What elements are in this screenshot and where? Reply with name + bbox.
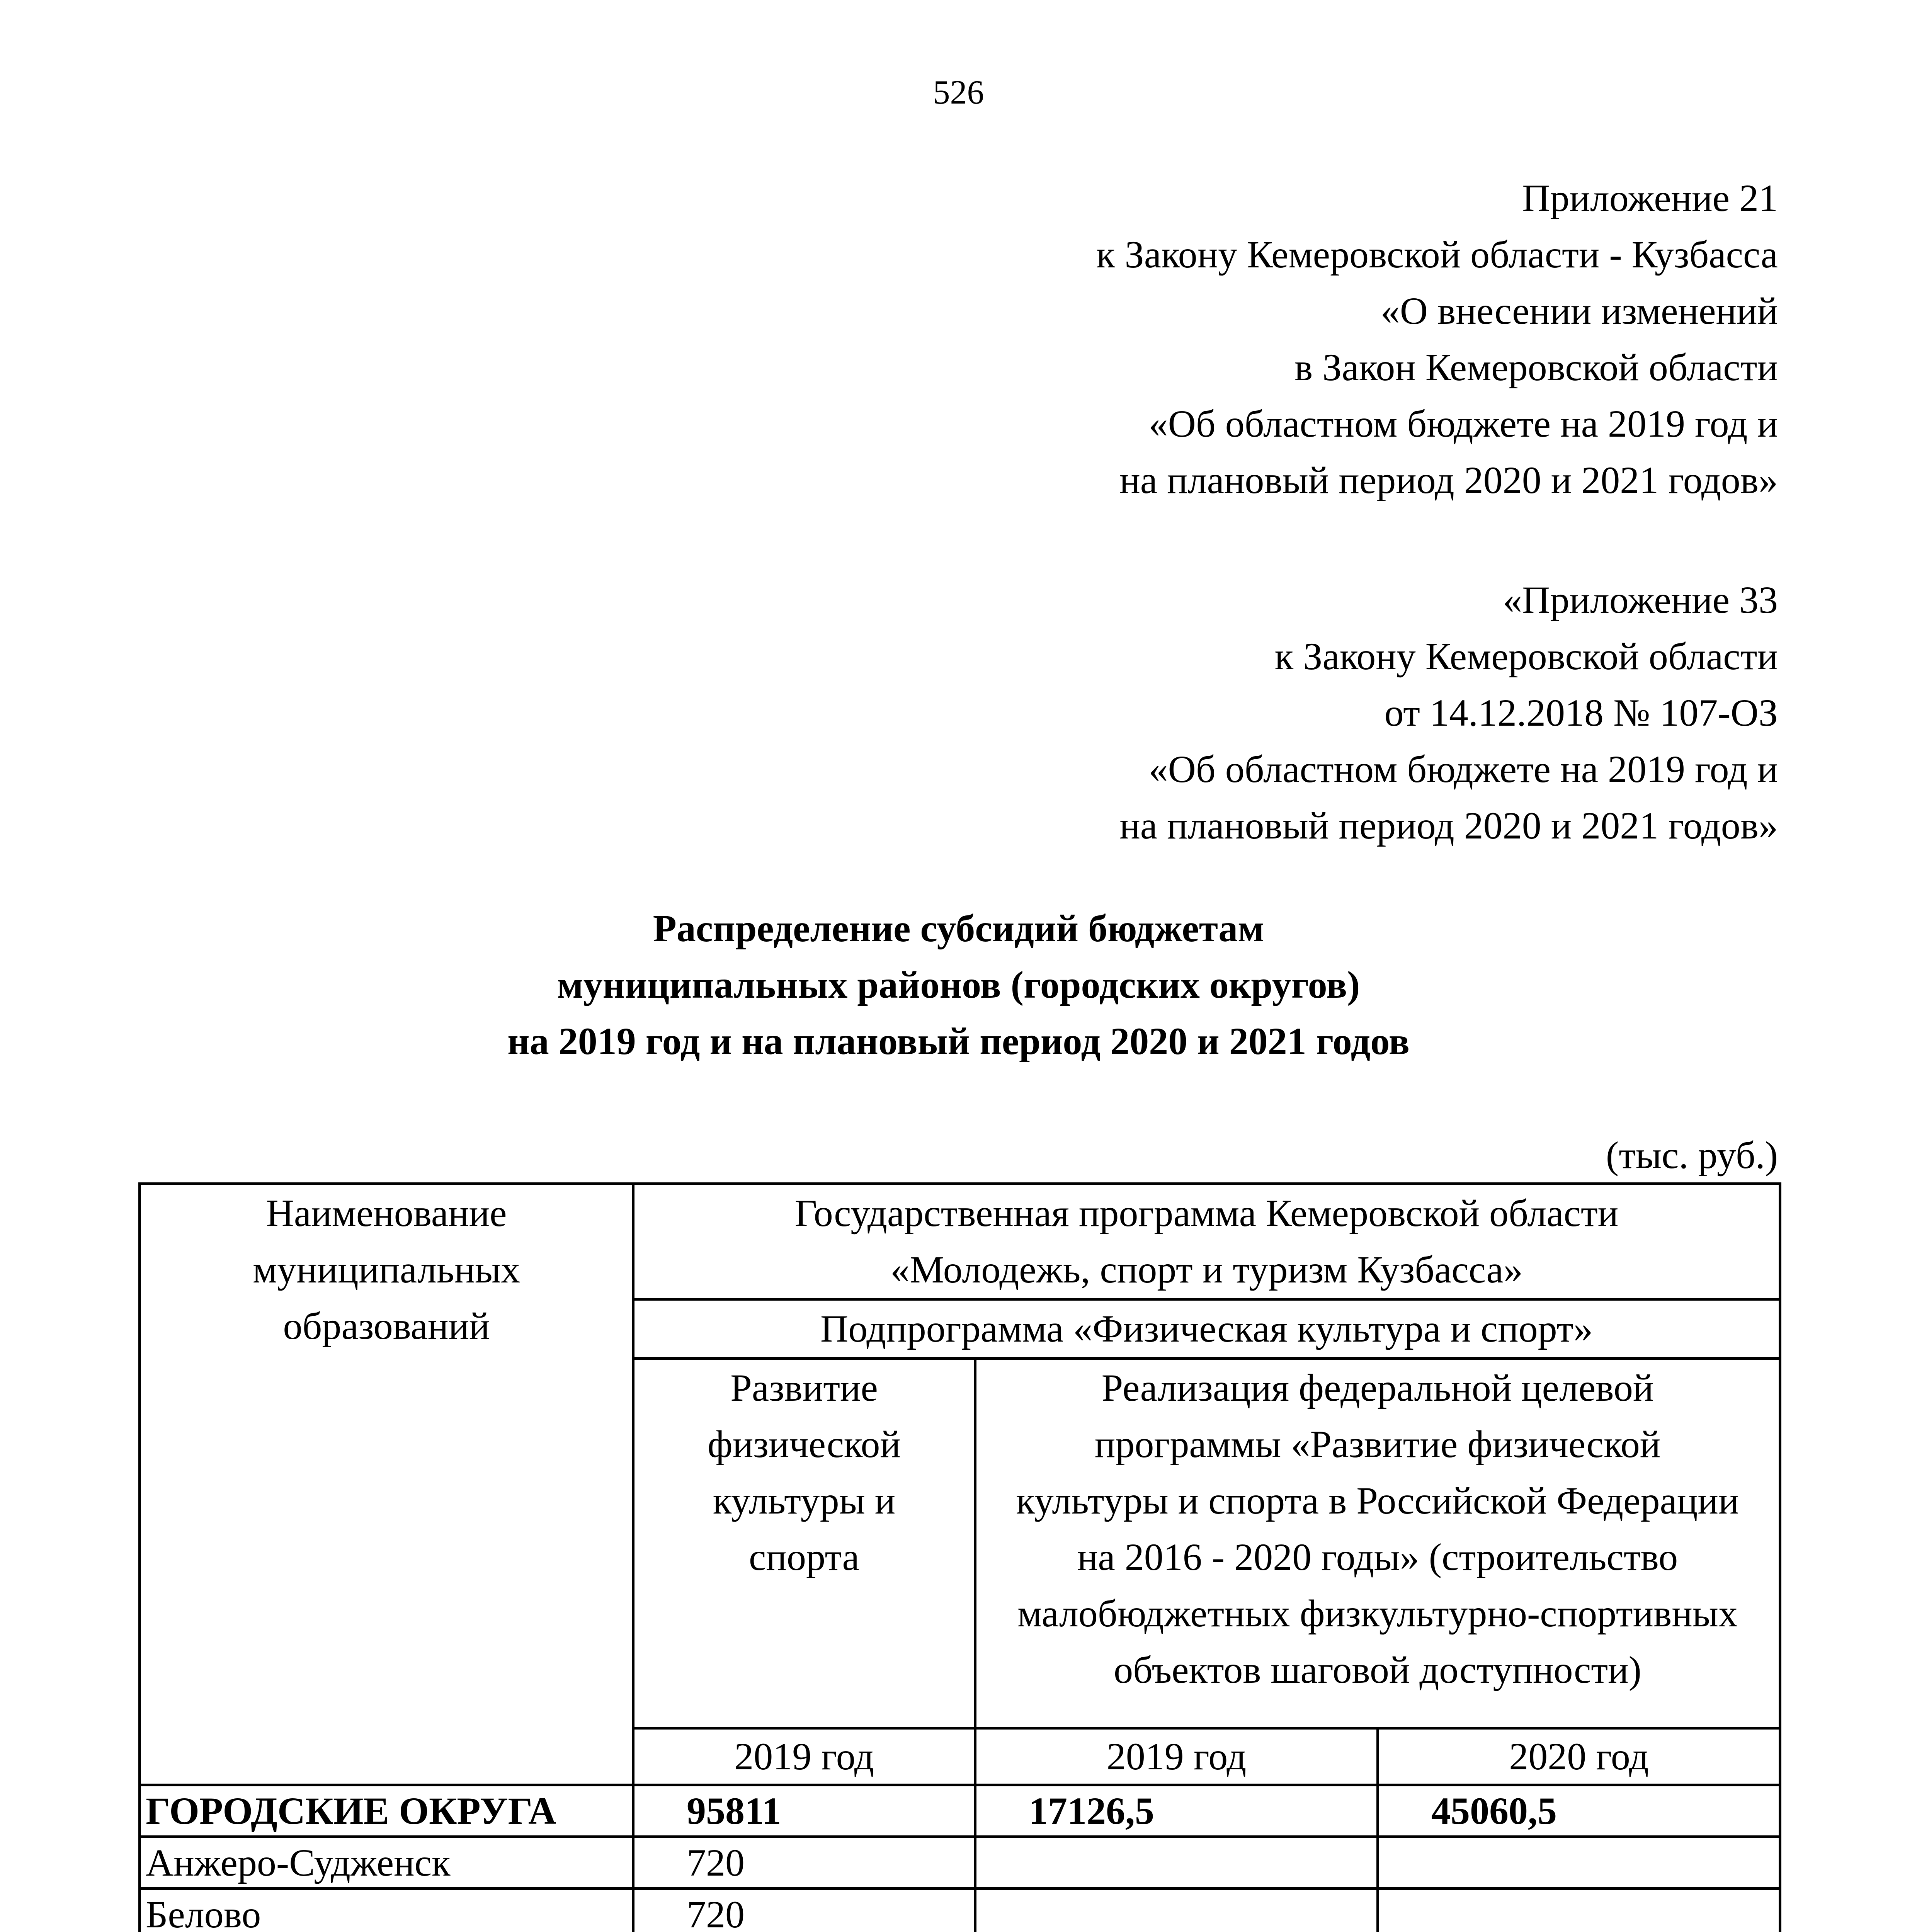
total-row: [140, 1785, 1780, 1837]
appendix-21-line: «О внесении изменений: [1380, 289, 1778, 332]
value-2019: 720: [633, 1837, 975, 1889]
federal-2020: [1378, 1837, 1780, 1889]
appendix-33-block: [1119, 572, 1778, 854]
header-text-line: Реализация федеральной целевой: [1101, 1366, 1654, 1409]
appendix-33-line: от 14.12.2018 № 107-ОЗ: [1384, 691, 1778, 734]
header-text-line: Государственная программа Кемеровской области: [794, 1192, 1619, 1235]
page-number: 526: [933, 74, 984, 111]
appendix-33-line: «Об областном бюджете на 2019 год и: [1148, 748, 1778, 791]
header-text-line: образований: [283, 1304, 490, 1347]
header-text-line: культуры и спорта в Российской Федерации: [1016, 1479, 1739, 1522]
header-federal-program: [975, 1359, 1780, 1728]
appendix-33-line: к Закону Кемеровской области: [1274, 635, 1778, 678]
appendix-21-line: в Закон Кемеровской области: [1294, 346, 1778, 389]
appendix-21-block: [1096, 170, 1778, 509]
header-program: [633, 1184, 1780, 1299]
appendix-33-line: «Приложение 33: [1503, 578, 1778, 621]
title-line: на 2019 год и на плановый период 2020 и 2021 годов: [507, 1020, 1410, 1063]
appendix-21-line: «Об областном бюджете на 2019 год и: [1148, 402, 1778, 445]
appendix-21-line: к Закону Кемеровской области - Кузбасса: [1096, 233, 1778, 276]
header-text-line: физической: [708, 1423, 901, 1466]
total-federal-2020: 45060,5: [1378, 1785, 1780, 1837]
federal-2020: [1378, 1889, 1780, 1932]
appendix-33-line: на плановый период 2020 и 2021 годов»: [1119, 804, 1778, 847]
header-text-line: муниципальных: [252, 1248, 520, 1291]
header-text-line: объектов шаговой доступности): [1114, 1648, 1641, 1691]
appendix-21-line: Приложение 21: [1522, 177, 1778, 219]
table-row: [140, 1837, 1780, 1889]
subsidy-table: [138, 1182, 1781, 1932]
federal-2019: [975, 1837, 1378, 1889]
header-text-line: спорта: [749, 1536, 859, 1578]
value-2019: 720: [633, 1889, 975, 1932]
year-header: 2019 год: [633, 1728, 975, 1785]
header-text-line: на 2016 - 2020 годы» (строительство: [1077, 1536, 1678, 1578]
title-line: муниципальных районов (городских округов): [557, 963, 1360, 1006]
header-text-line: Наименование: [266, 1192, 507, 1235]
total-name: ГОРОДСКИЕ ОКРУГА: [140, 1785, 633, 1837]
document-title: [0, 900, 1917, 1070]
header-text-line: малобюджетных физкультурно-спортивных: [1017, 1592, 1738, 1635]
federal-2019: [975, 1889, 1378, 1932]
total-2019: 95811: [633, 1785, 975, 1837]
units-label: (тыс. руб.): [1606, 1134, 1778, 1177]
municipality-name: Анжеро-Судженск: [140, 1837, 633, 1889]
total-federal-2019: 17126,5: [975, 1785, 1378, 1837]
title-line: Распределение субсидий бюджетам: [653, 907, 1264, 950]
header-municipality: [140, 1184, 633, 1785]
header-subprogram: Подпрограмма «Физическая культура и спорт»: [633, 1299, 1780, 1359]
header-text-line: «Молодежь, спорт и туризм Кузбасса»: [890, 1248, 1523, 1291]
header-text-line: культуры и: [713, 1479, 896, 1522]
header-text-line: программы «Развитие физической: [1094, 1423, 1661, 1466]
header-text-line: Развитие: [730, 1366, 878, 1409]
municipality-name: Белово: [140, 1889, 633, 1932]
header-sport-development: [633, 1359, 975, 1728]
year-header: 2019 год: [975, 1728, 1378, 1785]
appendix-21-line: на плановый период 2020 и 2021 годов»: [1119, 459, 1778, 502]
year-header: 2020 год: [1378, 1728, 1780, 1785]
table-row: [140, 1889, 1780, 1932]
